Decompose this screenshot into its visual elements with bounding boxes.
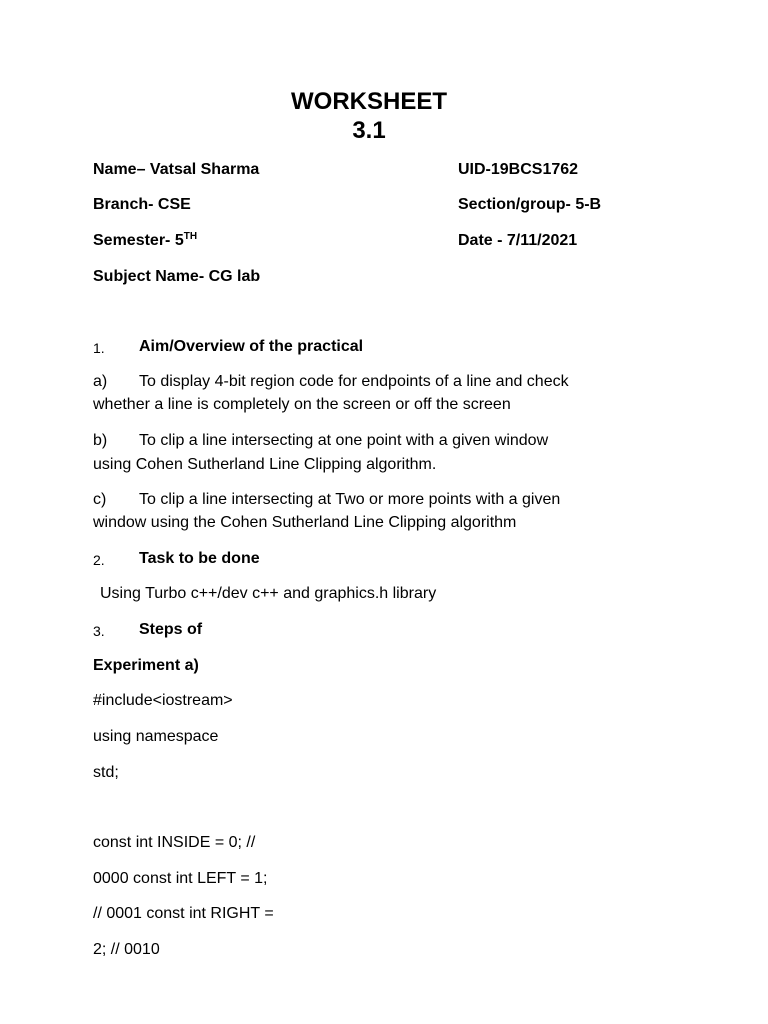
semester-superscript: TH xyxy=(183,231,198,242)
code-line: using namespace xyxy=(93,728,219,745)
item-c-label: c) xyxy=(93,491,107,508)
section-3-title: Steps of xyxy=(139,621,203,638)
section-3-number: 3. xyxy=(93,623,105,639)
item-c-text-cont: window using the Cohen Sutherland Line Clipping algorithm xyxy=(93,514,517,531)
section-1-title: Aim/Overview of the practical xyxy=(139,338,364,355)
item-b-text: To clip a line intersecting at one point with a given window xyxy=(139,432,549,449)
section-2-body: Using Turbo c++/dev c++ and graphics.h library xyxy=(100,585,437,602)
code-line: 0000 const int LEFT = 1; xyxy=(93,870,268,887)
student-name: Name– Vatsal Sharma xyxy=(93,161,260,178)
code-line: // 0001 const int RIGHT = xyxy=(93,905,274,922)
item-a-text-cont: whether a line is completely on the screen or off the screen xyxy=(93,396,511,413)
item-b-label: b) xyxy=(93,432,108,449)
code-line: 2; // 0010 xyxy=(93,941,160,958)
item-a-label: a) xyxy=(93,373,108,390)
worksheet-title: WORKSHEET xyxy=(291,88,447,115)
student-uid: UID-19BCS1762 xyxy=(458,161,579,178)
worksheet-number: 3.1 xyxy=(352,117,386,144)
item-b-text-cont: using Cohen Sutherland Line Clipping algorithm. xyxy=(93,456,437,473)
item-a-text: To display 4-bit region code for endpoints of a line and check xyxy=(139,373,569,390)
code-line: const int INSIDE = 0; // xyxy=(93,834,256,851)
section-2-title: Task to be done xyxy=(139,550,260,567)
section-1-number: 1. xyxy=(93,340,105,356)
item-c-text: To clip a line intersecting at Two or more points with a given xyxy=(139,491,561,508)
section-2-number: 2. xyxy=(93,552,105,568)
code-line: #include<iostream> xyxy=(93,692,233,709)
semester xyxy=(93,230,197,252)
section-group: Section/group- 5-B xyxy=(458,196,602,213)
date: Date - 7/11/2021 xyxy=(458,232,578,249)
semester-text: Semester- 5 xyxy=(93,232,184,249)
branch: Branch- CSE xyxy=(93,196,191,213)
code-line: std; xyxy=(93,764,119,781)
subject-name: Subject Name- CG lab xyxy=(93,268,261,285)
section-3-subtitle: Experiment a) xyxy=(93,657,199,674)
